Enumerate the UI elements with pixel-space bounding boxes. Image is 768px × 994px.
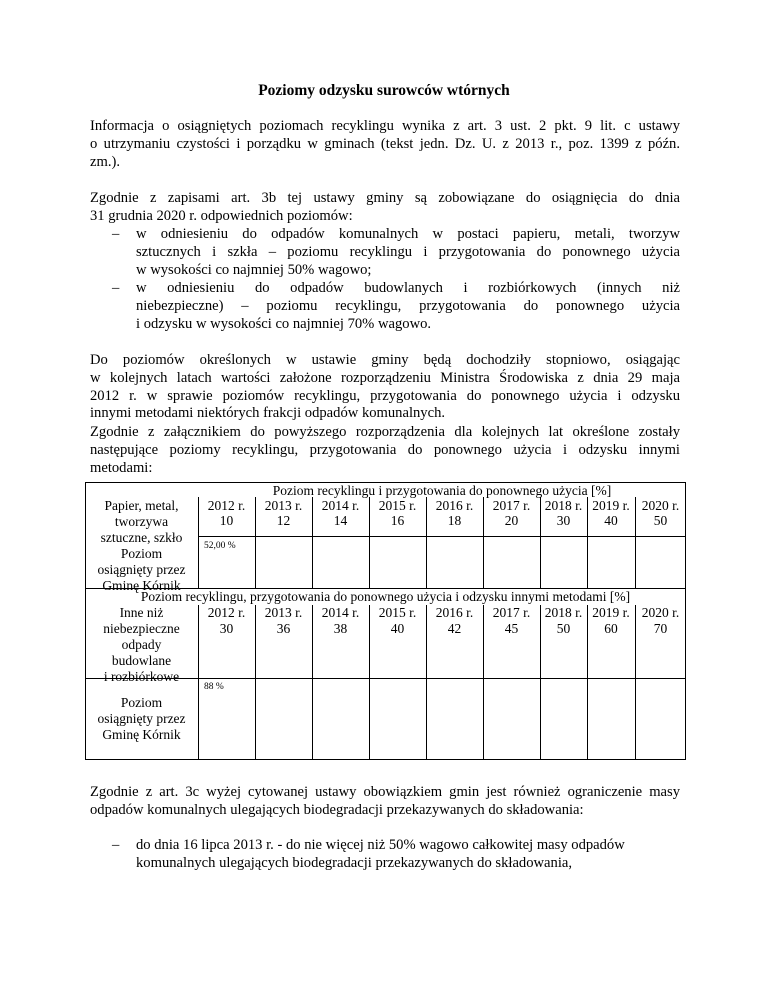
achieved-label: Gminę Kórnik (102, 578, 181, 593)
year-header: 2012 r. (207, 498, 246, 513)
achieved-value: 88 % (204, 682, 224, 692)
achieved-value: 52,00 % (204, 541, 236, 551)
row-label: tworzywa (114, 514, 169, 529)
text-line: Do poziomów określonych w ustawie gminy będą dochodziły stopniowo, osiągając (90, 352, 680, 368)
text-line: w kolejnych latach wartości założone rozporządzeniu Ministra Środowiska z dnia 29 maja (90, 369, 680, 386)
row-label: sztuczne, szkło (100, 530, 183, 545)
text-line: do dnia 16 lipca 2013 r. - do nie więcej niż 50% wagowo całkowitej masy odpadów (136, 837, 625, 853)
year-header: 2014 r. (321, 498, 360, 513)
year-header: 2017 r. (492, 498, 531, 513)
target-value: 10 (219, 513, 234, 528)
text-line: następujące poziomy recyklingu, przygotowania do ponownego użycia i odzysku innymi (90, 441, 680, 458)
achieved-label: Gminę Kórnik (102, 727, 181, 742)
year-header: 2017 r. (492, 605, 531, 620)
target-value: 18 (447, 513, 462, 528)
dash-bullet: – (112, 837, 120, 853)
target-value: 42 (447, 621, 462, 636)
text-line: zm.). (90, 153, 120, 170)
achieved-label: osiągnięty przez (97, 711, 186, 726)
section-header: Poziom recyklingu, przygotowania do ponownego użycia i odzysku innymi metodami [%] (140, 589, 631, 604)
text-line: w odniesieniu do odpadów komunalnych w postaci papieru, metali, tworzyw (136, 226, 680, 242)
text-line: 2012 r. w sprawie poziomów recyklingu, przygotowania do ponownego użycia i odzysku (90, 387, 680, 404)
page-title: Poziomy odzysku surowców wtórnych (258, 82, 510, 99)
text-line: innymi metodami niektórych frakcji odpadów komunalnych. (90, 405, 446, 422)
table-divider (198, 536, 686, 537)
dash-bullet: – (112, 280, 120, 296)
text-line: komunalnych ulegających biodegradacji przekazywanych do składowania, (136, 854, 573, 871)
achieved-label: Poziom (120, 546, 163, 561)
text-line: odpadów komunalnych ulegających biodegradacji przekazywanych do składowania: (90, 801, 584, 818)
section-header: Poziom recyklingu i przygotowania do ponownego użycia [%] (272, 483, 612, 498)
target-value: 38 (333, 621, 348, 636)
recycling-levels-table (85, 482, 686, 760)
text-line: sztucznych i szkła – poziomu recyklingu i przygotowania do ponownego użycia (136, 243, 680, 260)
target-value: 36 (276, 621, 291, 636)
year-header: 2012 r. (207, 605, 246, 620)
year-header: 2013 r. (264, 605, 303, 620)
target-value: 40 (604, 513, 618, 528)
year-header: 2016 r. (435, 605, 474, 620)
text-line: o utrzymaniu czystości i porządku w gminach (tekst jedn. Dz. U. z 2013 r., poz. 1399 z późn. (90, 135, 680, 152)
target-value: 16 (390, 513, 405, 528)
year-header: 2020 r. (641, 605, 680, 620)
target-value: 45 (504, 621, 519, 636)
text-line: Zgodnie z zapisami art. 3b tej ustawy gminy są zobowiązane do osiągnięcia do dnia (90, 190, 680, 206)
paragraph-biodegradable (90, 784, 680, 820)
text-line: niebezpieczne) – poziomu recyklingu, przygotowania do ponownego użycia (136, 297, 680, 314)
target-value: 20 (504, 513, 519, 528)
text-line: Informacja o osiągniętych poziomach recyklingu wynika z art. 3 ust. 2 pkt. 9 lit. c ustawy (90, 118, 680, 134)
text-line: i odzysku w wysokości co najmniej 70% wagowo. (136, 315, 432, 332)
achieved-label: osiągnięty przez (97, 562, 186, 577)
paragraph-gradual-levels (90, 352, 680, 423)
year-header: 2020 r. (641, 498, 680, 513)
year-header: 2018 r. (544, 605, 583, 620)
year-header: 2015 r. (378, 605, 417, 620)
row-label: Papier, metal, (104, 498, 179, 513)
target-value: 12 (276, 513, 291, 528)
text-line: 31 grudnia 2020 r. odpowiednich poziomów: (90, 207, 353, 224)
text-line: Zgodnie z załącznikiem do powyższego rozporządzenia dla kolejnych lat określone zostały (90, 424, 680, 440)
dash-bullet: – (112, 226, 120, 242)
year-header: 2013 r. (264, 498, 303, 513)
target-value: 50 (556, 621, 571, 636)
row-label: odpady (121, 637, 162, 652)
achieved-label: Poziom (120, 695, 163, 710)
text-line: w odniesieniu do odpadów budowlanych i rozbiórkowych (innych niż (136, 280, 680, 296)
row-label: Inne niż (119, 605, 164, 620)
target-value: 60 (604, 621, 618, 636)
target-value: 14 (333, 513, 348, 528)
target-value: 50 (653, 513, 668, 528)
year-header: 2019 r. (592, 605, 630, 620)
target-value: 40 (390, 621, 405, 636)
year-header: 2014 r. (321, 605, 360, 620)
paragraph-legal-basis (90, 118, 680, 171)
year-header: 2019 r. (592, 498, 630, 513)
year-header: 2015 r. (378, 498, 417, 513)
text-line: w wysokości co najmniej 50% wagowo; (136, 261, 372, 278)
year-header: 2016 r. (435, 498, 474, 513)
paragraph-obligations (90, 190, 680, 226)
text-line: metodami: (90, 459, 153, 476)
target-value: 30 (556, 513, 571, 528)
year-header: 2018 r. (544, 498, 583, 513)
target-value: 70 (653, 621, 668, 636)
text-line: Zgodnie z art. 3c wyżej cytowanej ustawy obowiązkiem gmin jest również ograniczenie masy (90, 784, 680, 800)
target-value: 30 (219, 621, 234, 636)
row-label: i rozbiórkowe (103, 669, 180, 684)
paragraph-annex (90, 424, 680, 477)
row-label: niebezpieczne (103, 621, 180, 636)
row-label: budowlane (111, 653, 172, 668)
